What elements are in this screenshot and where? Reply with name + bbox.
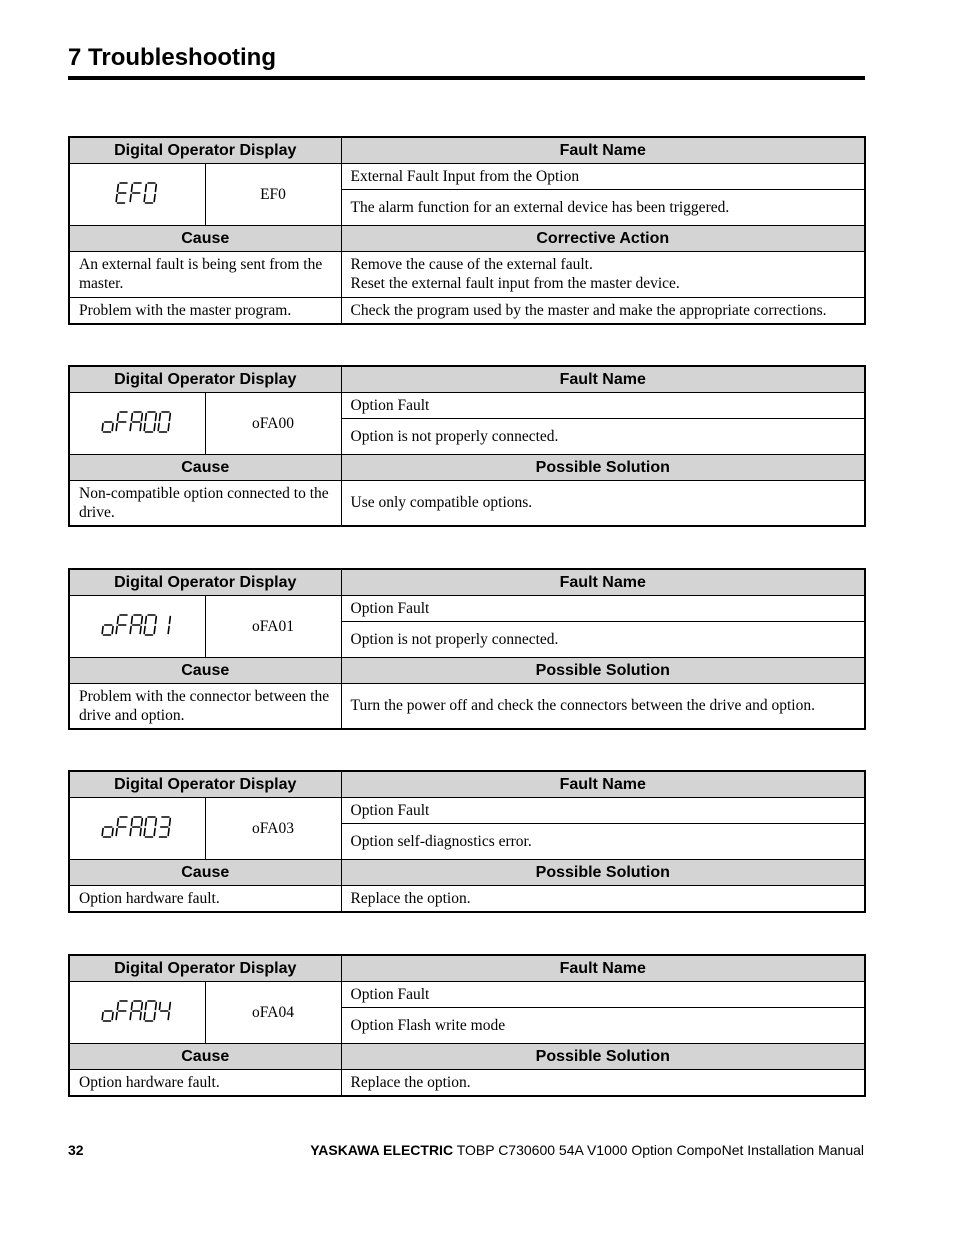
action-text [341,297,865,324]
header-fault-name: Fault Name [341,366,865,392]
segment-stroke [102,627,103,634]
fault-name: External Fault Input from the Option [341,163,865,189]
segment-stroke [130,1013,131,1020]
header-action: Possible Solution [341,1043,865,1069]
fault-description: Option is not properly connected. [341,418,865,454]
segment-stroke [130,424,131,431]
header-cause: Cause [69,657,341,683]
segment-stroke [156,617,157,624]
header-cause: Cause [69,454,341,480]
segment-display [69,981,205,1043]
fault-code: EF0 [205,163,341,225]
segment-stroke [158,424,159,431]
segment-stroke [132,414,133,421]
segment-stroke [102,424,103,431]
segment-stroke [140,829,141,836]
section-title: 7 Troubleshooting [68,44,276,71]
segment-stroke [116,627,117,634]
action-line: Check the program used by the master and make the appropriate corrections. [350,301,827,319]
segment-stroke [156,414,157,421]
segment-stroke [144,424,145,431]
fault-description: Option is not properly connected. [341,621,865,657]
fault-code: oFA00 [205,392,341,454]
segment-stroke [112,829,113,836]
segment-stroke [118,1003,119,1010]
page-number: 32 [68,1142,84,1158]
action-text [341,885,865,912]
segment-stroke [144,1013,145,1020]
segment-stroke [132,617,133,624]
header-action: Possible Solution [341,454,865,480]
segment-stroke [118,617,119,624]
fault-table [68,136,866,325]
segment-stroke [102,1013,103,1020]
action-line: Remove the cause of the external fault. [350,256,593,273]
segment-stroke [168,424,169,431]
segment-stroke [142,819,143,826]
segment-stroke [118,185,119,192]
cause-text: An external fault is being sent from the master. [69,251,341,297]
seven-segment-digits [100,999,174,1025]
header-display: Digital Operator Display [69,137,341,163]
segment-stroke [144,627,145,634]
cause-text: Problem with the master program. [69,297,341,324]
action-line: Turn the power off and check the connectors between the drive and option. [350,697,815,715]
segment-stroke [130,195,131,202]
fault-name: Option Fault [341,392,865,418]
segment-stroke [140,627,141,634]
segment-stroke [140,424,141,431]
fault-name: Option Fault [341,595,865,621]
action-line: Reset the external fault input from the master device. [350,275,680,292]
seven-segment-digits [114,181,160,207]
segment-stroke [156,819,157,826]
segment-stroke [142,1003,143,1010]
segment-stroke [146,185,147,192]
action-line: Use only compatible options. [350,494,533,512]
header-display: Digital Operator Display [69,955,341,981]
segment-stroke [170,819,171,826]
segment-display [69,163,205,225]
cause-text: Option hardware fault. [69,1069,341,1096]
segment-display [69,797,205,859]
segment-stroke [142,617,143,624]
seven-segment-digits [100,410,174,436]
header-cause: Cause [69,225,341,251]
cause-text: Option hardware fault. [69,885,341,912]
title-rule [68,76,865,80]
fault-code: oFA04 [205,981,341,1043]
segment-stroke [170,617,171,624]
segment-stroke [116,829,117,836]
segment-stroke [142,414,143,421]
seven-segment-digits [100,613,174,639]
segment-stroke [146,617,147,624]
header-cause: Cause [69,1043,341,1069]
segment-stroke [156,185,157,192]
segment-stroke [118,819,119,826]
segment-stroke [130,829,131,836]
segment-stroke [168,1013,169,1020]
segment-stroke [154,1013,155,1020]
header-fault-name: Fault Name [341,569,865,595]
header-display: Digital Operator Display [69,366,341,392]
segment-stroke [154,424,155,431]
action-text [341,251,865,297]
segment-display [69,595,205,657]
cause-text: Problem with the connector between the drive and option. [69,683,341,729]
segment-stroke [146,819,147,826]
action-text [341,480,865,526]
fault-table [68,770,866,913]
header-cause: Cause [69,859,341,885]
header-action: Possible Solution [341,657,865,683]
segment-stroke [144,195,145,202]
segment-stroke [116,195,117,202]
action-text [341,1069,865,1096]
segment-stroke [154,829,155,836]
footer-doc-title: TOBP C730600 54A V1000 Option CompoNet Installation Manual [453,1142,864,1158]
segment-stroke [170,414,171,421]
seven-segment-digits [100,815,174,841]
segment-stroke [132,1003,133,1010]
segment-stroke [140,1013,141,1020]
segment-stroke [118,414,119,421]
header-action: Corrective Action [341,225,865,251]
cause-text: Non-compatible option connected to the drive. [69,480,341,526]
segment-stroke [112,424,113,431]
segment-stroke [116,1013,117,1020]
fault-table [68,954,866,1097]
header-fault-name: Fault Name [341,955,865,981]
segment-stroke [146,1003,147,1010]
footer-title [310,1142,864,1158]
segment-stroke [130,627,131,634]
segment-stroke [154,195,155,202]
header-display: Digital Operator Display [69,771,341,797]
segment-display [69,392,205,454]
footer-brand: YASKAWA ELECTRIC [310,1142,454,1158]
fault-description: Option self-diagnostics error. [341,823,865,859]
fault-description: Option Flash write mode [341,1007,865,1043]
action-line: Replace the option. [350,889,471,907]
fault-name: Option Fault [341,797,865,823]
segment-stroke [112,627,113,634]
header-fault-name: Fault Name [341,771,865,797]
segment-stroke [102,829,103,836]
segment-stroke [160,1003,161,1010]
action-text [341,683,865,729]
segment-stroke [146,414,147,421]
header-fault-name: Fault Name [341,137,865,163]
action-line: Replace the option. [350,1073,471,1091]
fault-code: oFA03 [205,797,341,859]
segment-stroke [156,1003,157,1010]
fault-table [68,568,866,730]
segment-stroke [154,627,155,634]
segment-stroke [168,627,169,634]
segment-stroke [116,424,117,431]
segment-stroke [170,1003,171,1010]
segment-stroke [168,829,169,836]
fault-table [68,365,866,527]
header-action: Possible Solution [341,859,865,885]
segment-stroke [160,414,161,421]
fault-code: oFA01 [205,595,341,657]
header-display: Digital Operator Display [69,569,341,595]
fault-name: Option Fault [341,981,865,1007]
segment-stroke [132,185,133,192]
segment-stroke [144,829,145,836]
fault-description: The alarm function for an external device has been triggered. [341,189,865,225]
segment-stroke [112,1013,113,1020]
segment-stroke [132,819,133,826]
